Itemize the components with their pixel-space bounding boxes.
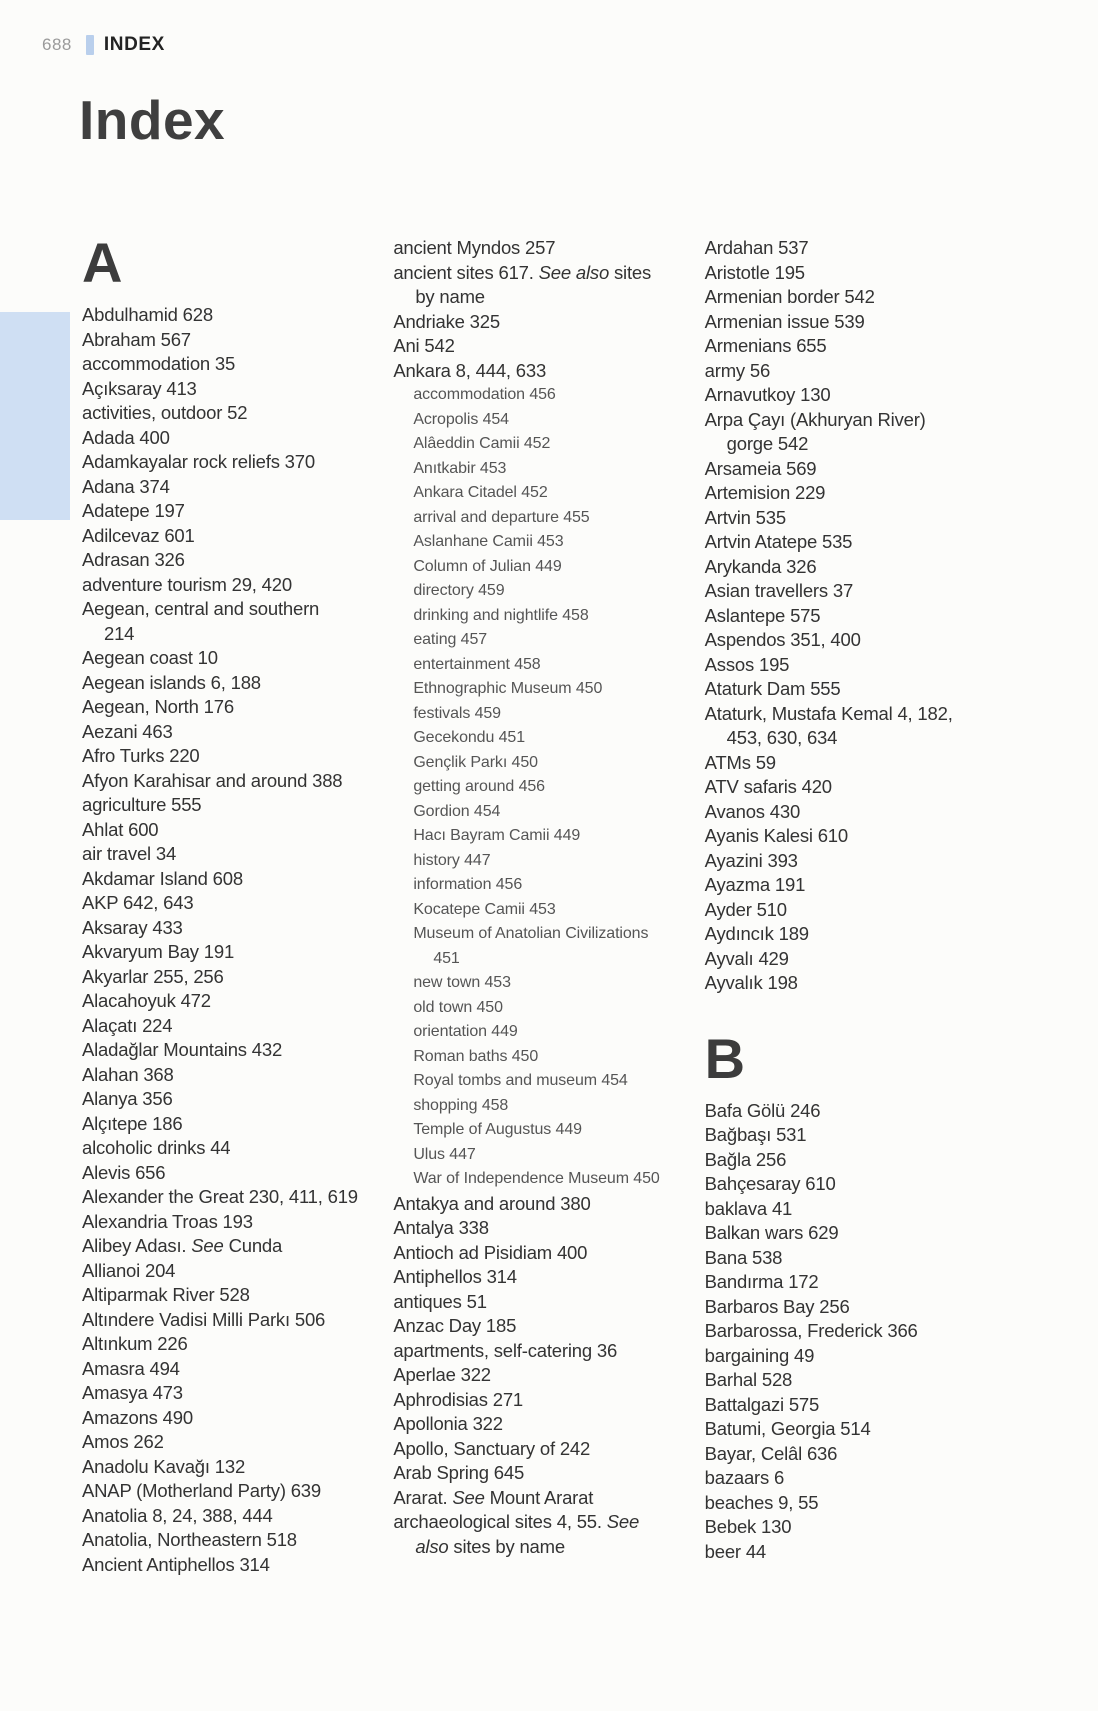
index-subentry: accommodation 456 <box>413 386 556 403</box>
index-entry: Ayder 510 <box>704 898 787 920</box>
index-subentry: Roman baths 450 <box>413 1047 539 1065</box>
index-entry: Bana 538 <box>704 1246 783 1268</box>
index-entry: Aristotle 195 <box>704 261 805 283</box>
index-entry: Ahlat 600 <box>82 818 159 840</box>
index-entry: Armenian issue 539 <box>704 310 865 332</box>
index-entry: Artemision 229 <box>704 482 826 503</box>
index-entry: army 56 <box>704 359 771 381</box>
index-subentry: Kocatepe Camii 453 <box>413 900 556 918</box>
index-entry: Alacahoyuk 472 <box>82 990 211 1012</box>
index-entry: Altiparmak River 528 <box>82 1284 250 1306</box>
index-entry: Adana 374 <box>82 475 170 497</box>
index-entry: Avanos 430 <box>704 800 801 822</box>
index-entry: Armenians 655 <box>704 335 827 356</box>
index-entry: Arnavutkoy 130 <box>704 384 831 405</box>
index-entry: Ankara 8, 444, 633 <box>393 359 547 381</box>
index-entry: Alçıtepe 186 <box>82 1112 183 1134</box>
index-entry: Aspendos 351, 400 <box>704 629 861 650</box>
index-subentry: War of Independence Museum 450 <box>413 1170 660 1187</box>
index-entry: Ararat. See Mount Ararat <box>393 1486 594 1508</box>
index-entry: Barbarossa, Frederick 366 <box>704 1320 918 1342</box>
index-entry: adventure tourism 29, 420 <box>82 573 292 595</box>
index-subentry: arrival and departure 455 <box>413 508 590 526</box>
index-entry: Antalya 338 <box>393 1217 489 1238</box>
index-entry: Barbaros Bay 256 <box>704 1295 850 1317</box>
index-entry: Anatolia, Northeastern 518 <box>82 1529 297 1551</box>
index-entry: apartments, self-catering 36 <box>393 1339 618 1361</box>
index-entry: ATMs 59 <box>704 751 776 773</box>
index-entry: Amasra 494 <box>82 1357 180 1379</box>
index-subentry: entertainment 458 <box>413 655 541 673</box>
index-subentry: Gordion 454 <box>413 802 501 820</box>
index-entry: Aegean coast 10 <box>82 647 218 669</box>
page-number: 688 <box>42 35 72 54</box>
index-entry: Ardahan 537 <box>704 237 809 258</box>
index-entry: Aslantepe 575 <box>704 604 821 626</box>
index-subentry: old town 450 <box>413 998 503 1016</box>
index-entry: Adamkayalar rock reliefs 370 <box>82 451 315 473</box>
index-entry: Apollo, Sanctuary of 242 <box>393 1437 591 1459</box>
index-entry: Aperlae 322 <box>393 1364 491 1385</box>
index-entry: Alanya 356 <box>82 1088 173 1110</box>
index-entry: Antakya and around 380 <box>393 1192 591 1214</box>
index-entry: Bahçesaray 610 <box>704 1173 836 1195</box>
index-entry: Adada 400 <box>82 426 170 448</box>
index-entry: Battalgazi 575 <box>704 1393 820 1415</box>
index-entry: Abdulhamid 628 <box>82 304 213 326</box>
index-subentry: Hacı Bayram Camii 449 <box>413 827 581 844</box>
page-edge-tab <box>0 312 70 520</box>
index-entry: AKP 642, 643 <box>82 892 194 914</box>
index-entry: beaches 9, 55 <box>704 1491 819 1513</box>
index-entry: Barhal 528 <box>704 1369 793 1391</box>
index-entry: Aphrodisias 271 <box>393 1388 523 1410</box>
running-head-label: INDEX <box>103 34 165 55</box>
index-entry: Aezani 463 <box>82 720 173 742</box>
index-entry: Allianoi 204 <box>82 1259 176 1281</box>
index-subentry: history 447 <box>413 851 491 869</box>
index-subentry: Anıtkabir 453 <box>413 459 507 477</box>
index-entry: Anatolia 8, 24, 388, 444 <box>82 1504 273 1526</box>
index-entry: Adilcevaz 601 <box>82 524 195 546</box>
index-subentry: information 456 <box>413 876 523 893</box>
index-entry: Altınkum 226 <box>82 1333 188 1355</box>
index-entry: Alibey Adası. See Cunda <box>82 1235 283 1257</box>
index-subentry: orientation 449 <box>413 1023 518 1040</box>
index-entry: Alahan 368 <box>82 1063 174 1085</box>
index-column-2 <box>393 236 686 1577</box>
index-entry: ancient sites 617. See also sites by name <box>393 261 652 307</box>
running-header <box>42 34 165 56</box>
index-entry: Bayar, Celâl 636 <box>704 1442 838 1464</box>
index-entry: Ataturk, Mustafa Kemal 4, 182, 453, 630, 634 <box>704 702 953 748</box>
index-entry: accommodation 35 <box>82 353 236 375</box>
index-entry: Aksaray 433 <box>82 916 183 938</box>
index-entry: ancient Myndos 257 <box>393 237 556 258</box>
index-entry: Aegean islands 6, 188 <box>82 671 261 693</box>
index-entry: air travel 34 <box>82 843 177 865</box>
index-entry: Ancient Antiphellos 314 <box>82 1553 270 1575</box>
index-entry: Arab Spring 645 <box>393 1462 525 1483</box>
index-column-1 <box>82 231 375 1577</box>
index-entry: Artvin Atatepe 535 <box>704 531 853 552</box>
section-letter-a: A <box>82 231 123 294</box>
index-subentry: Aslanhane Camii 453 <box>413 533 564 550</box>
index-subentry: drinking and nightlife 458 <box>413 606 589 624</box>
index-subentry: Museum of Anatolian Civilizations 451 <box>413 925 649 967</box>
index-entry: Adrasan 326 <box>82 549 185 571</box>
index-entry: Anzac Day 185 <box>393 1315 517 1336</box>
index-entry: Ataturk Dam 555 <box>704 678 841 699</box>
index-entry: agriculture 555 <box>82 794 202 816</box>
index-entry: Alaçatı 224 <box>82 1014 173 1036</box>
index-entry: Afro Turks 220 <box>82 745 200 767</box>
index-subentry: Ethnographic Museum 450 <box>413 680 603 697</box>
index-entry: Altındere Vadisi Milli Parkı 506 <box>82 1308 326 1330</box>
index-entry: Aegean, North 176 <box>82 696 234 718</box>
index-subentry: directory 459 <box>413 582 505 599</box>
index-entry: Aladağlar Mountains 432 <box>82 1039 283 1061</box>
index-entry: Abraham 567 <box>82 328 191 350</box>
index-entry: Ayvalı 429 <box>704 947 789 969</box>
index-entry: Alexandria Troas 193 <box>82 1210 253 1232</box>
index-entry: Apollonia 322 <box>393 1413 503 1434</box>
index-subentry: Royal tombs and museum 454 <box>413 1072 628 1089</box>
index-entry: alcoholic drinks 44 <box>82 1137 231 1159</box>
index-entry: ANAP (Motherland Party) 639 <box>82 1480 321 1502</box>
index-entry: Akdamar Island 608 <box>82 867 243 889</box>
index-subentry: Gençlik Parkı 450 <box>413 753 538 771</box>
index-entry: Amazons 490 <box>82 1406 193 1428</box>
index-subentry: Acropolis 454 <box>413 410 509 428</box>
index-entry: Ani 542 <box>393 335 455 356</box>
index-entry: Artvin 535 <box>704 506 786 528</box>
index-entry: bargaining 49 <box>704 1344 815 1366</box>
index-entry: Assos 195 <box>704 653 790 675</box>
index-entry: Bağbaşı 531 <box>704 1124 807 1146</box>
index-entry: Arsameia 569 <box>704 457 817 479</box>
index-column-3 <box>705 236 998 1577</box>
index-subentry: getting around 456 <box>413 778 545 795</box>
index-subentry: shopping 458 <box>413 1096 509 1114</box>
index-subentry: Gecekondu 451 <box>413 729 526 746</box>
index-entry: Antioch ad Pisidiam 400 <box>393 1241 588 1263</box>
index-entry: Alexander the Great 230, 411, 619 <box>82 1186 358 1208</box>
index-subentry: Column of Julian 449 <box>413 557 562 575</box>
index-entry: Ayanis Kalesi 610 <box>704 825 848 846</box>
index-entry: Balkan wars 629 <box>704 1222 839 1244</box>
index-entry: Andriake 325 <box>393 310 500 332</box>
index-entry: Bebek 130 <box>704 1516 792 1538</box>
index-entry: Armenian border 542 <box>704 286 875 307</box>
index-subentry: Ankara Citadel 452 <box>413 484 548 501</box>
index-entry: baklava 41 <box>704 1197 793 1219</box>
section-letter-b: B <box>704 1026 746 1090</box>
index-entry: Amasya 473 <box>82 1382 183 1404</box>
index-entry: archaeological sites 4, 55. See also sites by name <box>393 1511 640 1557</box>
index-subentry: Ulus 447 <box>413 1145 476 1163</box>
header-divider-bar <box>86 35 94 55</box>
index-subentry: Temple of Augustus 449 <box>413 1121 582 1138</box>
index-entry: antiques 51 <box>393 1290 487 1312</box>
index-entry: Batumi, Georgia 514 <box>704 1418 871 1440</box>
index-entry: Bafa Gölü 246 <box>704 1099 821 1121</box>
index-columns <box>82 231 998 1577</box>
index-entry: Akyarlar 255, 256 <box>82 965 224 987</box>
index-entry: Antiphellos 314 <box>393 1266 517 1287</box>
index-entry: bazaars 6 <box>704 1467 785 1489</box>
index-entry: Ayazma 191 <box>704 874 806 895</box>
index-entry: Aydıncık 189 <box>704 923 809 944</box>
index-entry: Asian travellers 37 <box>704 580 854 601</box>
page-title: Index <box>79 89 226 151</box>
index-entry: Alevis 656 <box>82 1161 166 1183</box>
index-subentry: eating 457 <box>413 631 488 648</box>
index-entry: Afyon Karahisar and around 388 <box>82 769 343 791</box>
index-entry: Açıksaray 413 <box>82 377 197 399</box>
index-entry: Arykanda 326 <box>704 555 817 577</box>
index-entry: beer 44 <box>704 1540 767 1562</box>
index-subentry: new town 453 <box>413 974 511 991</box>
index-entry: Bağla 256 <box>704 1148 787 1170</box>
index-entry: ATV safaris 420 <box>704 776 832 797</box>
index-entry: Amos 262 <box>82 1431 164 1453</box>
index-entry: activities, outdoor 52 <box>82 402 248 424</box>
index-subentry: Alâeddin Camii 452 <box>413 435 551 452</box>
index-subentry: festivals 459 <box>413 704 501 722</box>
index-entry: Akvaryum Bay 191 <box>82 941 235 963</box>
index-entry: Bandırma 172 <box>704 1271 819 1293</box>
index-entry: Anadolu Kavağı 132 <box>82 1455 246 1477</box>
index-entry: Arpa Çayı (Akhuryan River) gorge 542 <box>704 408 926 454</box>
index-entry: Adatepe 197 <box>82 500 185 522</box>
index-entry: Aegean, central and southern 214 <box>82 598 320 644</box>
index-entry: Ayvalık 198 <box>704 972 798 993</box>
index-entry: Ayazini 393 <box>704 849 798 871</box>
